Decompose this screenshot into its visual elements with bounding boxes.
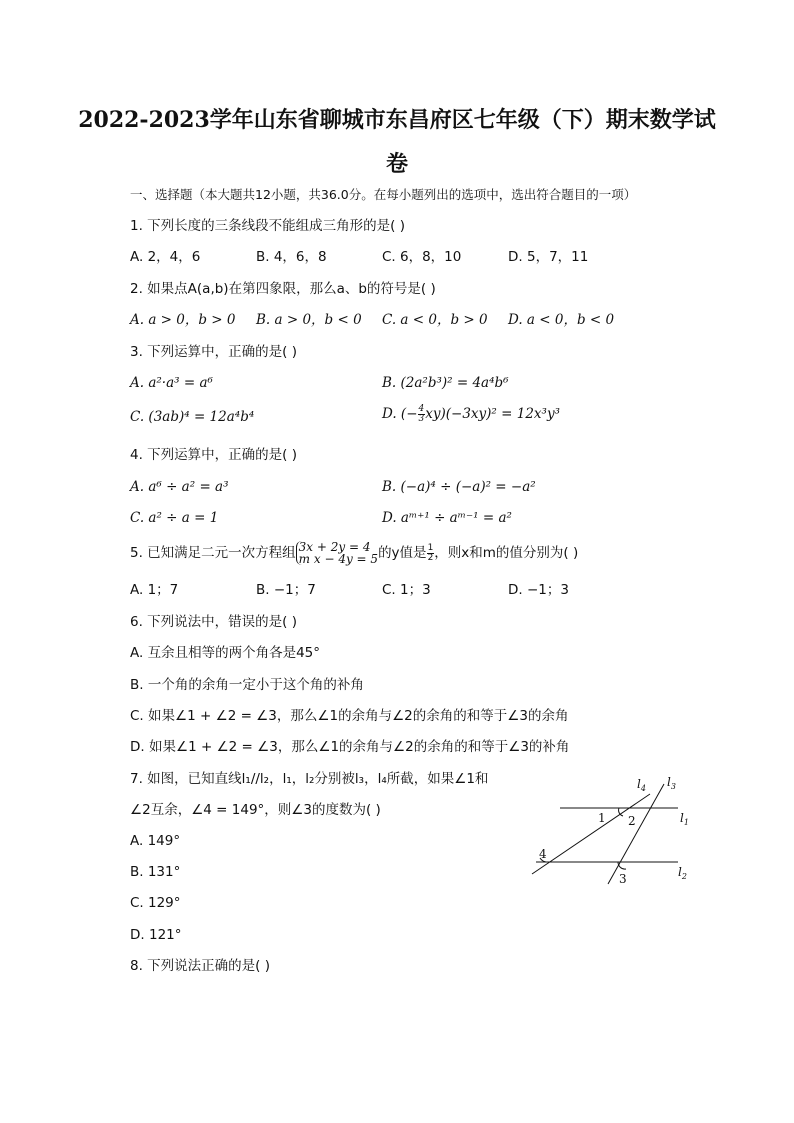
equation-system — [296, 541, 378, 565]
section-heading: 一、选择题（本大题共12小题，共36.0分。在每小题列出的选项中，选出符合题目的一项） — [130, 187, 637, 202]
question-6-stem: 6. 下列说法中，错误的是( ) — [130, 614, 297, 630]
question-7-stem: 7. 如图，已知直线l₁//l₂，l₁，l₂分别被l₃，l₄所截，如果∠1和 — [130, 771, 489, 787]
question-1-stem: 1. 下列长度的三条线段不能组成三角形的是( ) — [130, 218, 405, 234]
question-7-option-c: C. 129° — [130, 895, 181, 911]
question-5-option-a: A. 1；7 — [130, 582, 179, 598]
question-1-option-b: B. 4，6，8 — [256, 249, 327, 265]
label-l4: $l_4$ — [637, 777, 646, 793]
question-5-stem — [130, 541, 578, 565]
question-2-option-a: A. a > 0，b > 0 — [130, 312, 236, 328]
fraction-numerator: 1 — [427, 542, 434, 553]
fraction-numerator: 4 — [418, 404, 425, 414]
label-angle-2: 2 — [628, 814, 636, 828]
question-2-option-c: C. a < 0，b > 0 — [382, 312, 488, 328]
question-3-option-d-suffix: xy)(−3xy)² = 12x³y³ — [425, 406, 560, 422]
question-6-option-d: D. 如果∠1 + ∠2 = ∠3，那么∠1的余角与∠2的余角的和等于∠3的补角 — [130, 739, 570, 755]
label-l3: $l_3$ — [667, 775, 676, 791]
label-angle-3: 3 — [619, 872, 627, 886]
question-6-option-a: A. 互余且相等的两个角各是45° — [130, 645, 321, 661]
question-3-option-d-prefix: D. (− — [382, 406, 418, 422]
question-3-option-b: B. (2a²b³)² = 4a⁴b⁶ — [382, 375, 509, 391]
page-title: 2022-2023学年山东省聊城市东昌府区七年级（下）期末数学试 — [78, 107, 716, 133]
question-4-option-d: D. aᵐ⁺¹ ÷ aᵐ⁻¹ = a² — [382, 510, 512, 526]
question-4-option-b: B. (−a)⁴ ÷ (−a)² = −a² — [382, 479, 536, 495]
label-l2: $l_2$ — [678, 865, 687, 881]
question-7-option-a: A. 149° — [130, 833, 181, 849]
equation-2: m x − 4y = 5 — [298, 552, 379, 566]
question-3-stem: 3. 下列运算中，正确的是( ) — [130, 344, 297, 360]
page-title-continued: 卷 — [385, 151, 408, 177]
question-1-option-c: C. 6，8，10 — [382, 249, 462, 265]
parallel-lines-figure — [526, 770, 706, 890]
question-4-option-c: C. a² ÷ a = 1 — [130, 510, 219, 526]
label-angle-4: 4 — [539, 847, 547, 861]
question-2-stem: 2. 如果点A(a,b)在第四象限，那么a、b的符号是( ) — [130, 281, 436, 297]
question-3-option-a: A. a²·a³ = a⁶ — [130, 375, 213, 391]
question-5-stem-suffix: ，则x和m的值分别为( ) — [434, 545, 579, 561]
question-4-option-a: A. a⁶ ÷ a² = a³ — [130, 479, 229, 495]
label-l1: $l_1$ — [680, 811, 689, 827]
question-5-option-b: B. −1；7 — [256, 582, 316, 598]
fraction-denominator: 3 — [418, 414, 425, 424]
fraction-denominator: 2 — [427, 552, 434, 563]
question-5-option-c: C. 1；3 — [382, 582, 431, 598]
question-3-option-d — [382, 405, 560, 424]
question-1-option-a: A. 2，4，6 — [130, 249, 201, 265]
question-5-stem-prefix: 5. 已知满足二元一次方程组 — [130, 545, 296, 561]
question-2-option-d: D. a < 0，b < 0 — [508, 312, 615, 328]
label-angle-1: 1 — [598, 811, 606, 825]
question-2-option-b: B. a > 0，b < 0 — [256, 312, 362, 328]
question-5-stem-middle: 的y值是 — [378, 545, 427, 561]
question-5-option-d: D. −1；3 — [508, 582, 569, 598]
question-7-option-b: B. 131° — [130, 864, 181, 880]
question-3-option-c: C. (3ab)⁴ = 12a⁴b⁴ — [130, 409, 255, 425]
line-l3 — [608, 784, 664, 884]
question-7-option-d: D. 121° — [130, 927, 182, 943]
question-7-stem-continued: ∠2互余，∠4 = 149°，则∠3的度数为( ) — [130, 802, 381, 818]
question-1-option-d: D. 5，7，11 — [508, 249, 589, 265]
question-8-stem: 8. 下列说法正确的是( ) — [130, 958, 270, 974]
question-6-option-b: B. 一个角的余角一定小于这个角的补角 — [130, 677, 364, 693]
question-4-stem: 4. 下列运算中，正确的是( ) — [130, 447, 297, 463]
equation-1: 3x + 2y = 4 — [298, 540, 371, 554]
question-6-option-c: C. 如果∠1 + ∠2 = ∠3，那么∠1的余角与∠2的余角的和等于∠3的余角 — [130, 708, 569, 724]
